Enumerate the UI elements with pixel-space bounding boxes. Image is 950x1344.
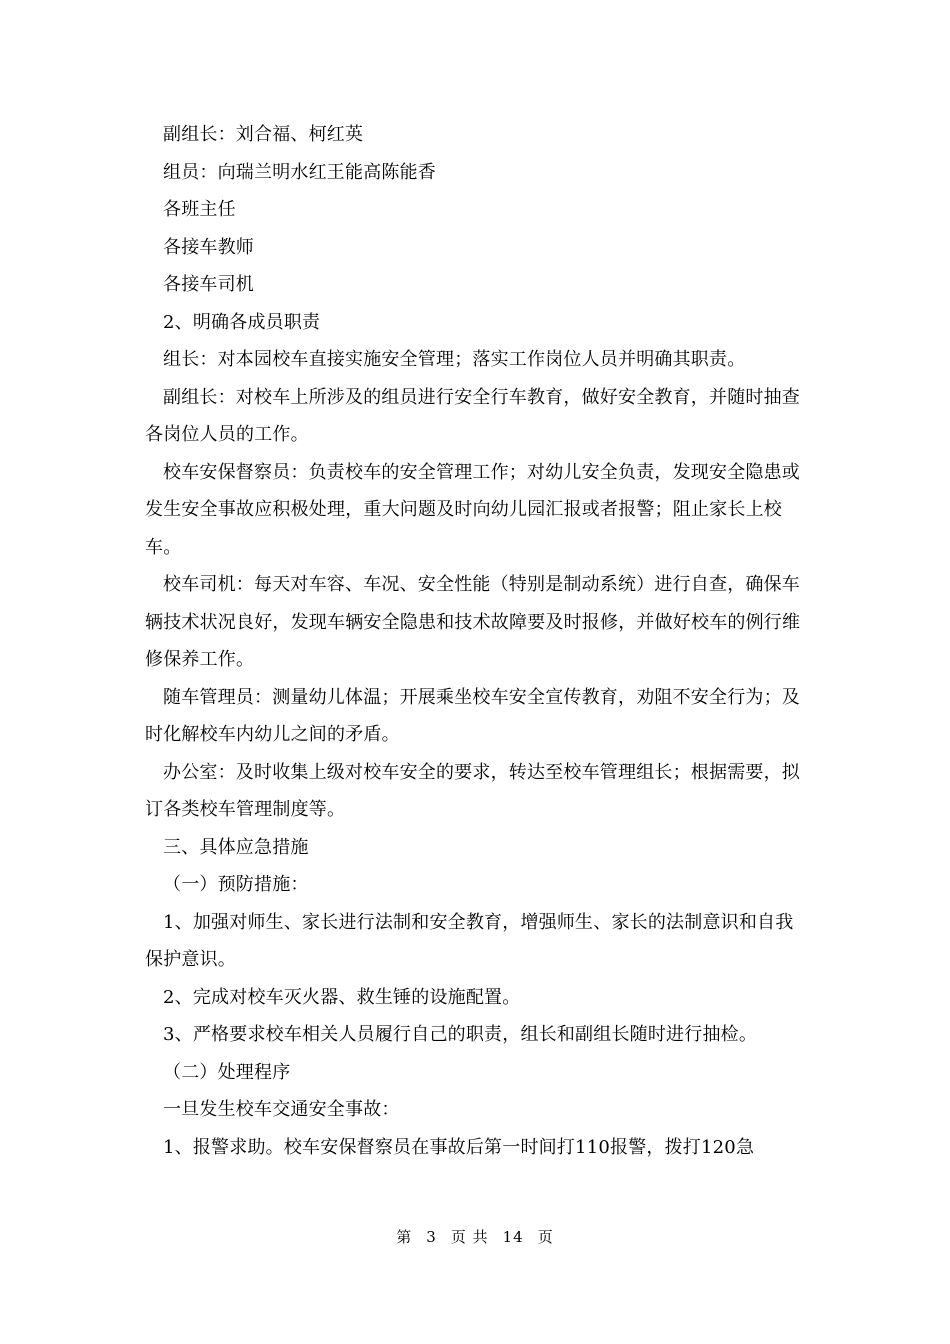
paragraph: 校车安保督察员：负责校车的安全管理工作；对幼儿安全负责，发现安全隐患或发生安全事故应积极处理，重大问题及时向幼儿园汇报或者报警；阻止家长上校车。 xyxy=(145,461,800,558)
total-pages-number: 14 xyxy=(502,1228,524,1246)
section-heading: 2、明确各成员职责 xyxy=(163,311,321,333)
paragraph: 各班主任 xyxy=(163,199,236,220)
paragraph: 随车管理员：测量幼儿体温；开展乘坐校车安全宣传教育，劝阻不安全行为；及时化解校车内幼儿之间的矛盾。 xyxy=(145,686,800,745)
subsection-heading: （二）处理程序 xyxy=(163,1061,291,1083)
paragraph: 各接车司机 xyxy=(163,274,254,295)
current-page-number: 3 xyxy=(426,1228,437,1246)
paragraph: 各接车教师 xyxy=(163,236,254,258)
paragraph: 副组长：对校车上所涉及的组员进行安全行车教育，做好安全教育，并随时抽查各岗位人员的工作。 xyxy=(145,386,800,445)
page-footer xyxy=(0,1226,950,1247)
footer-middle: 页 共 xyxy=(450,1228,489,1246)
subsection-heading: （一）预防措施： xyxy=(163,874,309,895)
paragraph: 组长：对本园校车直接实施安全管理；落实工作岗位人员并明确其职责。 xyxy=(163,349,746,370)
paragraph: 一旦发生校车交通安全事故： xyxy=(163,1099,400,1120)
footer-suffix: 页 xyxy=(537,1228,554,1246)
paragraph: 1、报警求助。校车安保督察员在事故后第一时间打110报警，拨打120急 xyxy=(163,1136,755,1158)
paragraph: 3、严格要求校车相关人员履行自己的职责，组长和副组长随时进行抽检。 xyxy=(163,1024,758,1045)
paragraph: 组员：向瑞兰明水红王能高陈能香 xyxy=(163,161,436,183)
paragraph: 2、完成对校车灭火器、救生锤的设施配置。 xyxy=(163,986,521,1008)
paragraph: 1、加强对师生、家长进行法制和安全教育，增强师生、家长的法制意识和自我保护意识。 xyxy=(145,911,794,970)
paragraph: 校车司机：每天对车容、车况、安全性能（特别是制动系统）进行自查，确保车辆技术状况良好，发现车辆安全隐患和技术故障要及时报修，并做好校车的例行维修保养工作。 xyxy=(145,574,801,670)
section-heading: 三、具体应急措施 xyxy=(163,836,309,858)
footer-prefix: 第 xyxy=(396,1228,413,1246)
paragraph: 办公室：及时收集上级对校车安全的要求，转达至校车管理组长；根据需要，拟订各类校车管理制度等。 xyxy=(145,761,800,820)
paragraph: 副组长：刘合福、柯红英 xyxy=(163,124,364,145)
document-body xyxy=(145,116,805,1166)
